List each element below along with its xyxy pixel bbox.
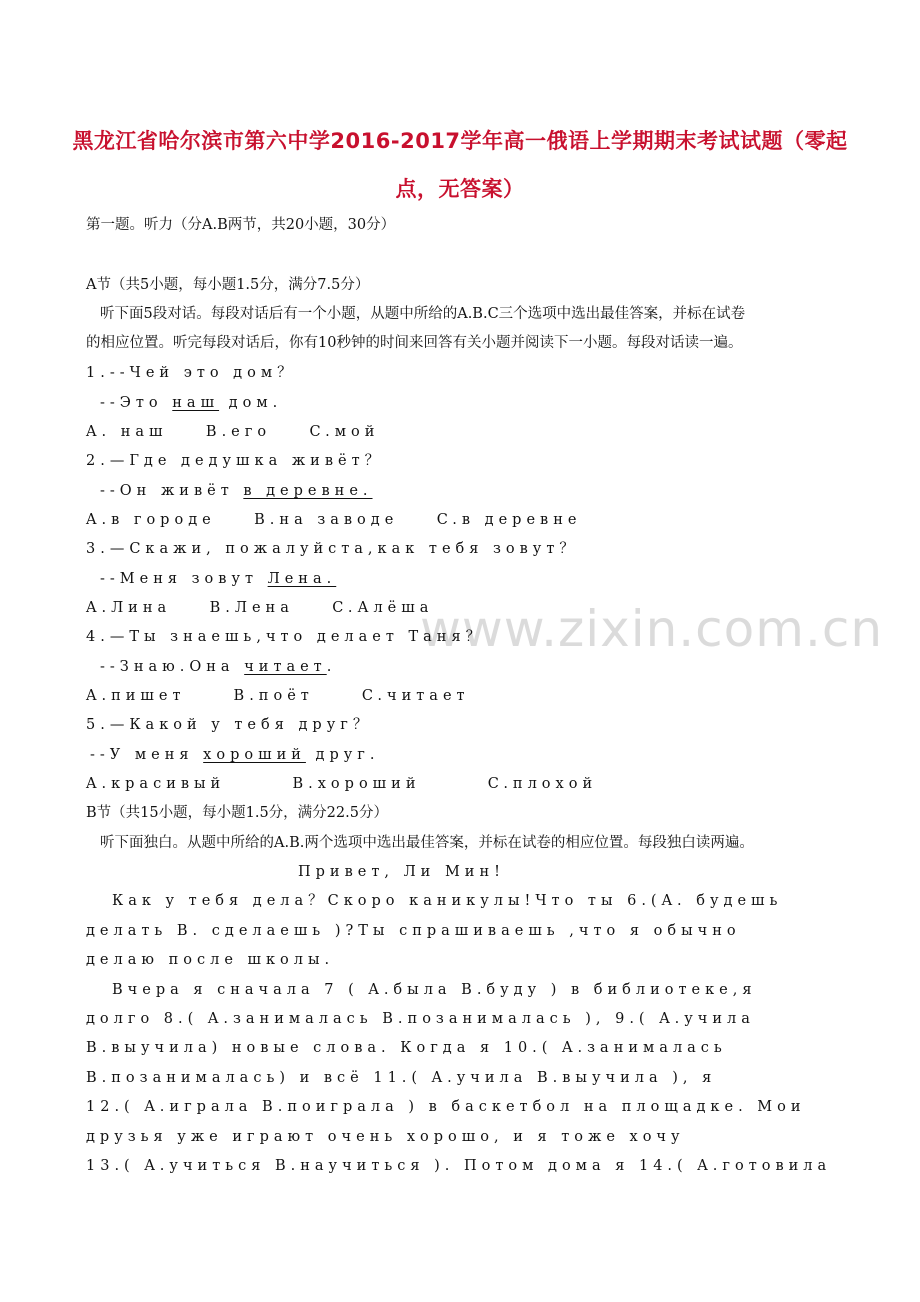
q5-answer-line	[90, 746, 379, 764]
q2-answer-underlined: в деревне.	[243, 483, 373, 499]
paragraph2-line2: долго 8.( A.занималась B.позанималась ), 9.( A.учила	[86, 1011, 755, 1027]
q2-options: A.в городе B.на заводе C.в деревне	[86, 512, 582, 528]
watermark: www.zixin.com.cn	[420, 600, 884, 658]
partA-instruction-2: 的相应位置。听完每段对话后，你有10秒钟的时间来回答有关小题并阅读下一小题。每段对话读一遍。	[86, 335, 743, 351]
paragraph2-line7: 13.( A.учиться B.научиться ). Потом дома я 14.( A.готовила	[86, 1158, 832, 1174]
q1-answer-underlined: наш	[172, 395, 220, 411]
q5-options: A.красивый B.хороший C.плохой	[86, 776, 598, 792]
paragraph2-line3: B.выучила) новые слова. Когда я 10.( A.занималась	[86, 1040, 727, 1056]
q3-options: A.Лина B.Лена C.Алёша	[86, 600, 434, 616]
document-title-line1: 黑龙江省哈尔滨市第六中学2016-2017学年高一俄语上学期期末考试试题（零起	[72, 129, 848, 153]
q1-answer-line	[100, 394, 282, 412]
partA-heading: A节（共5小题，每小题1.5分，满分7.5分）	[86, 277, 370, 293]
q3-answer-line	[100, 570, 336, 588]
q5-answer-post: друг.	[305, 747, 380, 763]
paragraph2-line6: друзья уже играют очень хорошо, и я тоже хочу	[86, 1129, 685, 1145]
q1-answer-pre: --Это	[100, 395, 163, 411]
letter-greeting: Привет, Ли Мин!	[298, 864, 505, 880]
q4-answer-post: .	[326, 659, 337, 675]
q1-question: 1.--Чей это дом？	[86, 365, 297, 381]
partB-instruction: 听下面独白。从题中所给的A.B.两个选项中选出最佳答案，并标在试卷的相应位置。每段独白读两遍。	[100, 835, 754, 851]
q3-answer-pre: --Меня зовут	[100, 571, 259, 587]
q4-answer-underlined: читает	[244, 659, 327, 675]
paragraph1-line1: Как у тебя дела？Скоро каникулы!Что ты 6.(A. будешь	[112, 893, 783, 909]
q4-options: A.пишет B.поёт C.читает	[86, 688, 470, 704]
paragraph2-line1: Вчера я сначала 7 ( A.была B.буду ) в библиотеке,я	[112, 982, 757, 998]
q1-options: A. наш B.его C.мой	[86, 424, 380, 440]
document-title-line2: 点，无答案）	[395, 177, 525, 201]
q3-answer-underlined: Лена.	[267, 571, 337, 587]
q2-answer-line	[100, 482, 373, 500]
q2-answer-pre: --Он живёт	[100, 483, 244, 499]
q5-answer-underlined: хороший	[203, 747, 306, 763]
q2-question: 2.—Где дедушка живёт？	[86, 453, 385, 469]
q4-question: 4.—Ты знаешь,что делает Таня？	[86, 629, 486, 645]
paragraph2-line5: 12.( A.играла B.поиграла ) в баскетбол на площадке. Мои	[86, 1099, 806, 1115]
q4-answer-pre: --Знаю.Она	[100, 659, 245, 675]
partB-heading: B节（共15小题，每小题1.5分，满分22.5分）	[86, 805, 388, 821]
section1-heading: 第一题。听力（分A.B两节，共20小题，30分）	[86, 217, 396, 233]
q3-question: 3.—Скажи, пожалуйста,как тебя зовут？	[86, 541, 579, 557]
q5-question: 5.—Какой у тебя друг？	[86, 717, 373, 733]
paragraph1-line3: делаю после школы.	[86, 952, 335, 968]
q4-answer-line	[100, 658, 336, 676]
q1-answer-post: дом.	[228, 395, 283, 411]
paragraph1-line2: делать B. сделаешь )?Ты спрашиваешь ,что я обычно	[86, 923, 741, 939]
partA-instruction-1: 听下面5段对话。每段对话后有一个小题，从题中所给的A.B.C三个选项中选出最佳答案，并标在试卷	[100, 306, 746, 322]
paragraph2-line4: B.позанималась) и всё 11.( A.учила B.выучила ), я	[86, 1070, 717, 1086]
q5-answer-pre: --У меня	[90, 747, 204, 763]
